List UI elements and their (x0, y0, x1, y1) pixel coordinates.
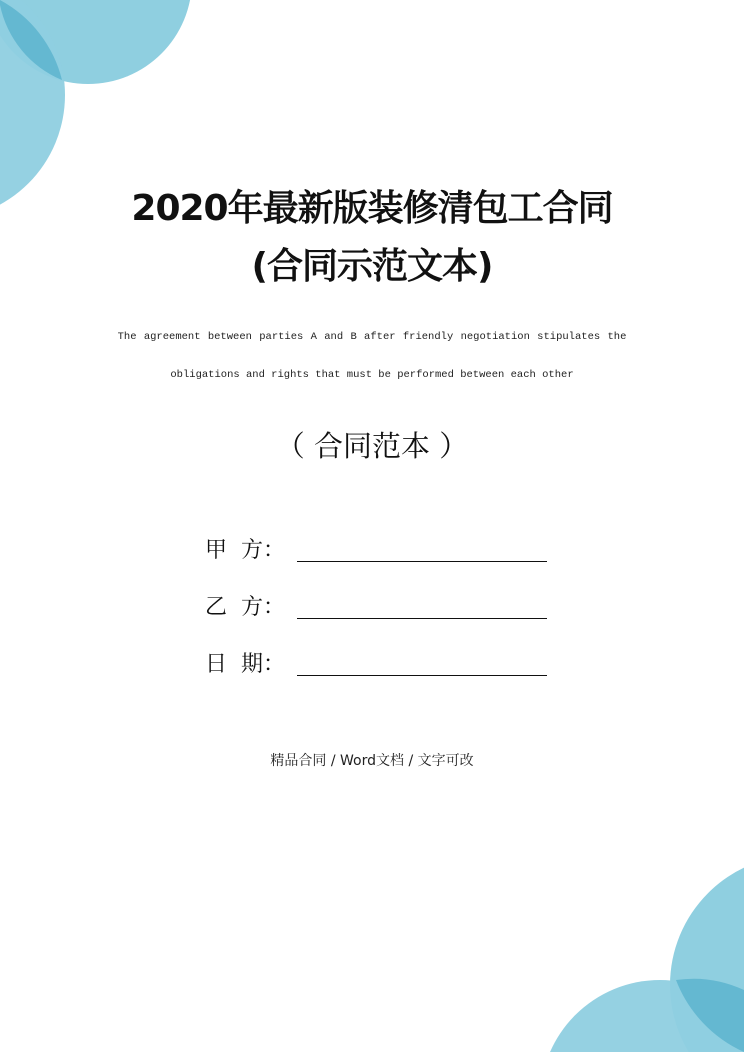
party-a-label: 甲 方： (205, 538, 285, 563)
date-label: 日 期： (205, 652, 285, 677)
top-left-circle-large (0, 0, 192, 84)
party-b-label: 乙 方： (205, 595, 285, 620)
english-subtitle-line-1: The agreement between parties A and B after friendly negotiation stipulates the (117, 331, 627, 343)
party-b-blank-line[interactable] (297, 591, 547, 619)
footer-note: 精品合同 / Word文档 / 文字可改 (270, 753, 474, 769)
english-subtitle-line-2: obligations and rights that must be performed between each other (170, 369, 574, 381)
bottom-right-circle-large (670, 855, 744, 1052)
document-title-line-2: (合同示范文本) (251, 246, 493, 287)
date-blank-line[interactable] (297, 648, 547, 676)
bottom-right-circle-small (540, 980, 744, 1052)
document-title-line-1: 2020年最新版装修清包工合同 (131, 188, 613, 229)
bottom-right-overlap (676, 979, 744, 1052)
date-field (205, 646, 547, 680)
party-a-field (205, 532, 547, 566)
document-type-label: （ 合同范本 ） (275, 429, 469, 463)
top-left-overlap (0, 0, 62, 80)
party-b-field (205, 589, 547, 623)
party-a-blank-line[interactable] (297, 534, 547, 562)
